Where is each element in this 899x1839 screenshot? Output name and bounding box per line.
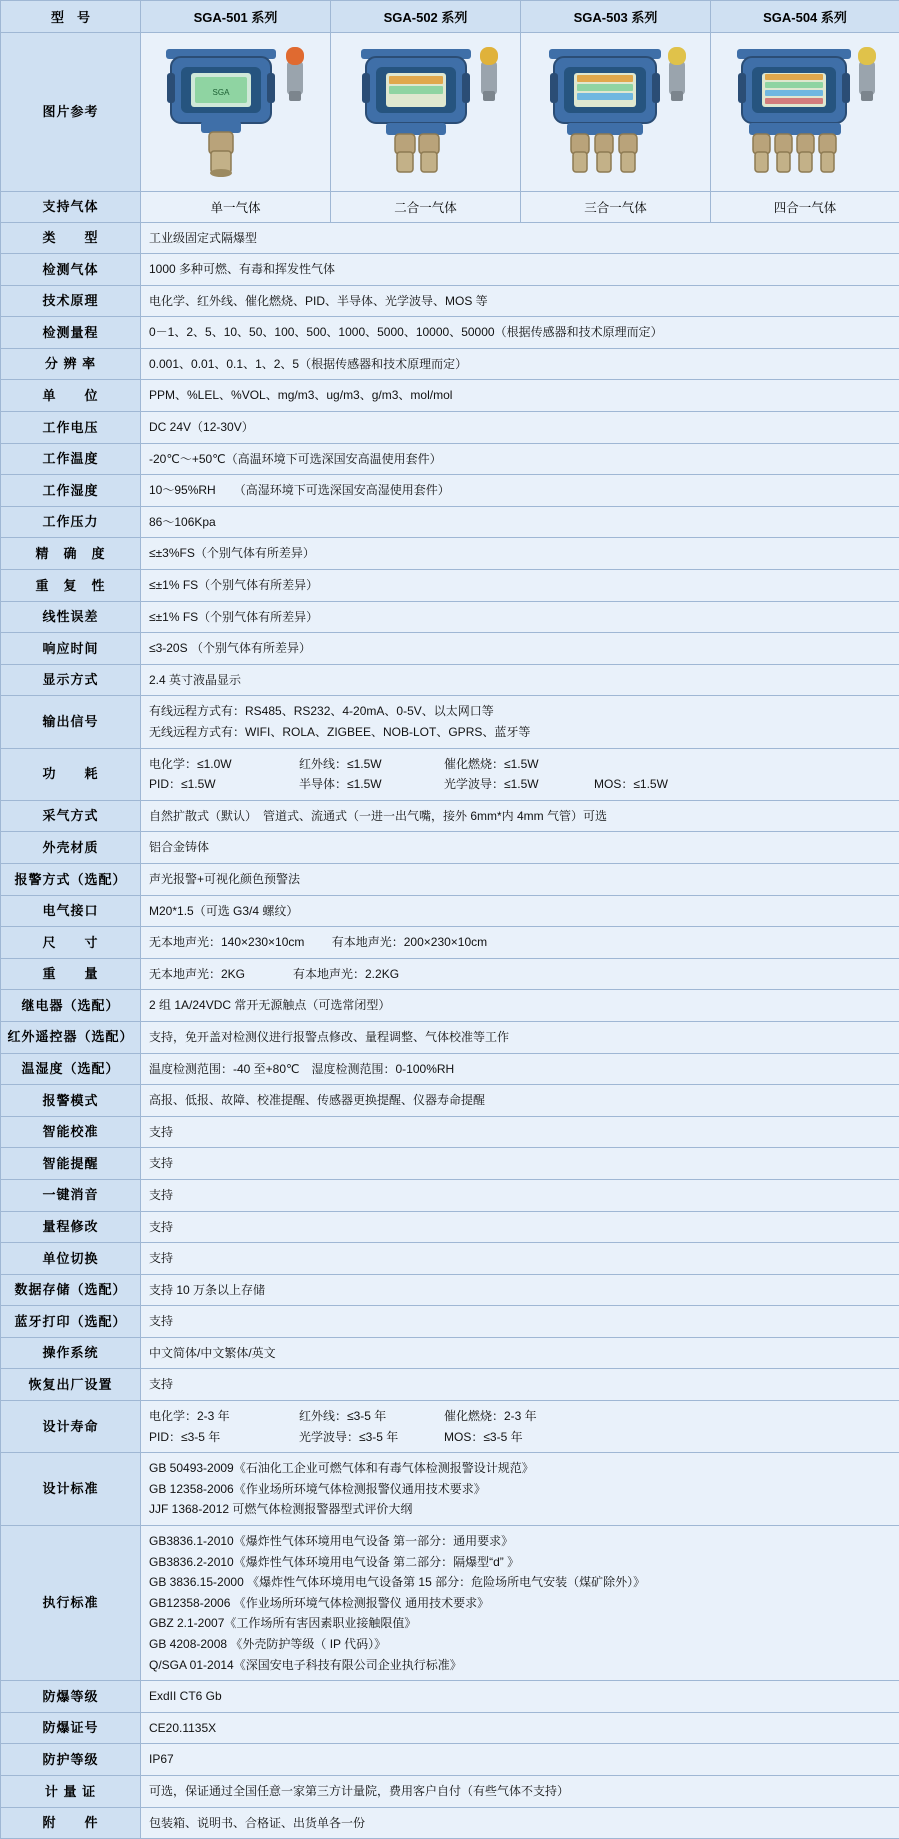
spec-row-label: 工作压力 [1,506,141,538]
spec-row-value [141,863,899,895]
spec-line: -20℃～+50℃（高温环境下可选深国安高温使用套件） [149,449,891,470]
spec-row [1,285,899,317]
spec-row-label: 电气接口 [1,895,141,927]
spec-row-value [141,1306,899,1338]
spec-row-label: 工作电压 [1,412,141,444]
spec-row-value [141,1274,899,1306]
spec-cell: 光学波导：≤1.5W [444,775,594,794]
spec-row [1,380,899,412]
spec-row-label: 执行标准 [1,1526,141,1681]
spec-row-label: 工作湿度 [1,475,141,507]
spec-row [1,1116,899,1148]
spec-row [1,664,899,696]
spec-line: 10～95%RH （高湿环境下可选深国安高湿使用套件） [149,480,891,501]
spec-row-value [141,475,899,507]
spec-row-value [141,1148,899,1180]
supported-gas-504: 四合一气体 [711,192,899,223]
spec-row-value [141,1179,899,1211]
spec-row-value [141,1526,899,1681]
spec-cell: 光学波导：≤3-5 年 [299,1428,444,1447]
spec-row-value [141,380,899,412]
spec-row-label: 蓝牙打印（选配） [1,1306,141,1338]
spec-row-value [141,958,899,990]
spec-line: 自然扩散式（默认） 管道式、流通式（一进一出气嘴，接外 6mm*内 4mm 气管）可选 [149,806,891,827]
spec-row-value [141,1211,899,1243]
spec-row [1,412,899,444]
supported-gas-501: 单一气体 [141,192,331,223]
product-image-502 [331,33,521,192]
spec-row-label: 外壳材质 [1,832,141,864]
spec-row-value [141,1712,899,1744]
spec-cell: 电化学：2-3 年 [149,1407,299,1426]
spec-row-value [141,1053,899,1085]
spec-row-value [141,1401,899,1453]
spec-row-label: 技术原理 [1,285,141,317]
spec-row [1,1085,899,1117]
spec-row [1,506,899,538]
spec-row-value [141,570,899,602]
spec-row-value [141,254,899,286]
spec-line: 包装箱、说明书、合格证、出货单各一份 [149,1813,891,1834]
spec-line: GB3836.1-2010《爆炸性气体环境用电气设备 第一部分：通用要求》 [149,1531,891,1552]
model-row-label: 型 号 [1,1,141,33]
spec-row-label: 数据存储（选配） [1,1274,141,1306]
spec-row-label: 输出信号 [1,696,141,748]
spec-row-label: 功 耗 [1,748,141,800]
spec-row-label: 计 量 证 [1,1775,141,1807]
spec-line: ≤3-20S （个别气体有所差异） [149,638,891,659]
spec-line: 支持 [149,1248,891,1269]
detector-illustration-3-icon [521,39,707,185]
spec-line: 支持 [149,1374,891,1395]
supported-gas-label: 支持气体 [1,192,141,223]
spec-row [1,1053,899,1085]
spec-row-label: 检测气体 [1,254,141,286]
spec-line: GBZ 2.1-2007《工作场所有害因素职业接触限值》 [149,1613,891,1634]
spec-row [1,475,899,507]
image-row-label: 图片参考 [1,33,141,192]
spec-row-label: 重 复 性 [1,570,141,602]
spec-line: GB 50493-2009《石油化工企业可燃气体和有毒气体检测报警设计规范》 [149,1458,891,1479]
spec-row-value [141,506,899,538]
spec-row-value [141,895,899,927]
spec-row [1,1179,899,1211]
supported-gas-503: 三合一气体 [521,192,711,223]
spec-row [1,1744,899,1776]
spec-row-label: 精 确 度 [1,538,141,570]
spec-row [1,1369,899,1401]
spec-row-value [141,800,899,832]
spec-row-value [141,1744,899,1776]
spec-line: DC 24V（12-30V） [149,417,891,438]
table-header-row [1,1,899,33]
spec-row [1,800,899,832]
model-name-501: SGA-501 系列 [141,1,331,33]
spec-line: GB3836.2-2010《爆炸性气体环境用电气设备 第二部分：隔爆型“d” 》 [149,1552,891,1573]
spec-row-value [141,1453,899,1526]
spec-row [1,1401,899,1453]
spec-row-value [141,696,899,748]
spec-row-label: 操作系统 [1,1337,141,1369]
spec-row-label: 防爆证号 [1,1712,141,1744]
spec-line: ≤±1% FS（个别气体有所差异） [149,575,891,596]
spec-line: 声光报警+可视化颜色预警法 [149,869,891,890]
spec-row-label: 继电器（选配） [1,990,141,1022]
spec-line: ≤±1% FS（个别气体有所差异） [149,607,891,628]
supported-gas-502: 二合一气体 [331,192,521,223]
spec-row-value [141,222,899,254]
spec-row [1,443,899,475]
spec-line: 支持 [149,1311,891,1332]
spec-row [1,633,899,665]
spec-row [1,1243,899,1275]
spec-row-value [141,538,899,570]
spec-line: ≤±3%FS（个别气体有所差异） [149,543,891,564]
spec-row [1,1807,899,1839]
spec-line: 高报、低报、故障、校准提醒、传感器更换提醒、仪器寿命提醒 [149,1090,891,1111]
spec-row-label: 采气方式 [1,800,141,832]
model-name-504: SGA-504 系列 [711,1,899,33]
spec-row [1,254,899,286]
spec-row-label: 报警方式（选配） [1,863,141,895]
spec-row-value [141,832,899,864]
spec-row-label: 线性误差 [1,601,141,633]
spec-line: 温度检测范围：-40 至+80℃ 湿度检测范围：0-100%RH [149,1059,891,1080]
image-row [1,33,899,192]
spec-cell: 半导体：≤1.5W [299,775,444,794]
spec-line: IP67 [149,1749,891,1770]
spec-line: GB 3836.15-2000 《爆炸性气体环境用电气设备第 15 部分：危险场所电气安装（煤矿除外）》 [149,1572,891,1593]
spec-row-label: 响应时间 [1,633,141,665]
spec-line: 0－1、2、5、10、50、100、500、1000、5000、10000、50000（根据传感器和技术原理而定） [149,322,891,343]
spec-row [1,927,899,959]
spec-row [1,1211,899,1243]
spec-line: 支持 [149,1185,891,1206]
spec-line: M20*1.5（可选 G3/4 螺纹） [149,901,891,922]
product-image-504 [711,33,899,192]
spec-line: GB 12358-2006《作业场所环境气体检测报警仪通用技术要求》 [149,1479,891,1500]
spec-row [1,748,899,800]
spec-row-value [141,633,899,665]
spec-row-label: 显示方式 [1,664,141,696]
spec-row-value [141,1243,899,1275]
spec-row-value [141,1116,899,1148]
model-name-503: SGA-503 系列 [521,1,711,33]
spec-row-label: 检测量程 [1,317,141,349]
spec-row-value [141,927,899,959]
spec-row [1,863,899,895]
spec-row-label: 智能校准 [1,1116,141,1148]
supported-gas-row [1,192,899,223]
spec-row-label: 防护等级 [1,1744,141,1776]
detector-illustration-4-icon [711,39,897,185]
spec-row-label: 重 量 [1,958,141,990]
spec-row-value [141,1021,899,1053]
spec-row-value [141,348,899,380]
spec-line: 0.001、0.01、0.1、1、2、5（根据传感器和技术原理而定） [149,354,891,375]
spec-line: Q/SGA 01-2014《深国安电子科技有限公司企业执行标准》 [149,1655,891,1676]
spec-row-label: 单位切换 [1,1243,141,1275]
spec-row [1,538,899,570]
spec-row-value [141,412,899,444]
spec-row [1,1021,899,1053]
spec-row-label: 防爆等级 [1,1681,141,1713]
spec-line: 支持 [149,1153,891,1174]
spec-row-label: 设计寿命 [1,1401,141,1453]
spec-row-value [141,664,899,696]
spec-line: 有线远程方式有：RS485、RS232、4-20mA、0-5V、以太网口等 [149,701,891,722]
spec-row-label: 分 辨 率 [1,348,141,380]
spec-row-label: 附 件 [1,1807,141,1839]
product-image-501 [141,33,331,192]
spec-row-label: 红外遥控器（选配） [1,1021,141,1053]
spec-row-label: 报警模式 [1,1085,141,1117]
spec-row-value [141,1807,899,1839]
detector-illustration-1-icon [141,39,327,185]
spec-line: 86～106Kpa [149,512,891,533]
spec-line: GB 4208-2008 《外壳防护等级（ IP 代码）》 [149,1634,891,1655]
spec-row-value [141,285,899,317]
spec-cell: 催化燃烧：≤1.5W [444,755,594,774]
spec-line: CE20.1135X [149,1718,891,1739]
spec-line: 铝合金铸体 [149,837,891,858]
spec-cell: 红外线：≤1.5W [299,755,444,774]
spec-row-value [141,1775,899,1807]
spec-row [1,958,899,990]
spec-row [1,1274,899,1306]
spec-row [1,1712,899,1744]
spec-line: 2.4 英寸液晶显示 [149,670,891,691]
spec-line: 支持 10 万条以上存储 [149,1280,891,1301]
spec-line: 2 组 1A/24VDC 常开无源触点（可选常闭型） [149,995,891,1016]
spec-row [1,222,899,254]
spec-row-label: 工作温度 [1,443,141,475]
spec-row-value [141,1681,899,1713]
product-image-503 [521,33,711,192]
spec-row-label: 单 位 [1,380,141,412]
spec-row-value [141,1337,899,1369]
spec-line: 支持 [149,1217,891,1238]
spec-row-label: 智能提醒 [1,1148,141,1180]
model-name-502: SGA-502 系列 [331,1,521,33]
spec-line: 中文简体/中文繁体/英文 [149,1343,891,1364]
spec-row-value [141,1369,899,1401]
spec-row [1,1526,899,1681]
spec-line: PPM、%LEL、%VOL、mg/m3、ug/m3、g/m3、mol/mol [149,385,891,406]
spec-row-label: 设计标准 [1,1453,141,1526]
spec-row [1,601,899,633]
spec-line: 工业级固定式隔爆型 [149,228,891,249]
spec-cell: PID：≤3-5 年 [149,1428,299,1447]
spec-row [1,317,899,349]
spec-row-value [141,1085,899,1117]
spec-cell: PID：≤1.5W [149,775,299,794]
spec-row-label: 温湿度（选配） [1,1053,141,1085]
spec-row-label: 尺 寸 [1,927,141,959]
spec-line: ExdII CT6 Gb [149,1686,891,1707]
spec-row-label: 一键消音 [1,1179,141,1211]
spec-row [1,1453,899,1526]
spec-cell: 催化燃烧：2-3 年 [444,1407,594,1426]
spec-line: 无本地声光：2KG 有本地声光：2.2KG [149,964,891,985]
detector-illustration-2-icon [331,39,517,185]
spec-row-value [141,748,899,800]
spec-row [1,990,899,1022]
spec-row [1,570,899,602]
spec-line: 支持，免开盖对检测仪进行报警点修改、量程调整、气体校准等工作 [149,1027,891,1048]
spec-row [1,1775,899,1807]
spec-row-label: 恢复出厂设置 [1,1369,141,1401]
spec-row-value [141,443,899,475]
spec-cell: MOS：≤3-5 年 [444,1428,594,1447]
svg-text:SGA: SGA [213,88,231,97]
spec-row [1,895,899,927]
spec-cell: 电化学：≤1.0W [149,755,299,774]
spec-line: 无本地声光：140×230×10cm 有本地声光：200×230×10cm [149,932,891,953]
spec-cell: 红外线：≤3-5 年 [299,1407,444,1426]
spec-line: 可选，保证通过全国任意一家第三方计量院，费用客户自付（有些气体不支持） [149,1781,891,1802]
spec-row-label: 类 型 [1,222,141,254]
spec-row [1,1681,899,1713]
spec-line: 1000 多种可燃、有毒和挥发性气体 [149,259,891,280]
spec-row-label: 量程修改 [1,1211,141,1243]
spec-line: 支持 [149,1122,891,1143]
spec-cell: MOS：≤1.5W [594,775,744,794]
spec-row [1,832,899,864]
spec-line: 无线远程方式有：WIFI、ROLA、ZIGBEE、NOB-LOT、GPRS、蓝牙等 [149,722,891,743]
spec-row [1,1148,899,1180]
spec-row [1,1337,899,1369]
spec-row [1,1306,899,1338]
spec-row [1,348,899,380]
spec-line: 电化学、红外线、催化燃烧、PID、半导体、光学波导、MOS 等 [149,291,891,312]
spec-row [1,696,899,748]
spec-line: JJF 1368-2012 可燃气体检测报警器型式评价大纲 [149,1499,891,1520]
spec-row-value [141,990,899,1022]
spec-row-value [141,601,899,633]
spec-row-value [141,317,899,349]
spec-line: GB12358-2006 《作业场所环境气体检测报警仪 通用技术要求》 [149,1593,891,1614]
